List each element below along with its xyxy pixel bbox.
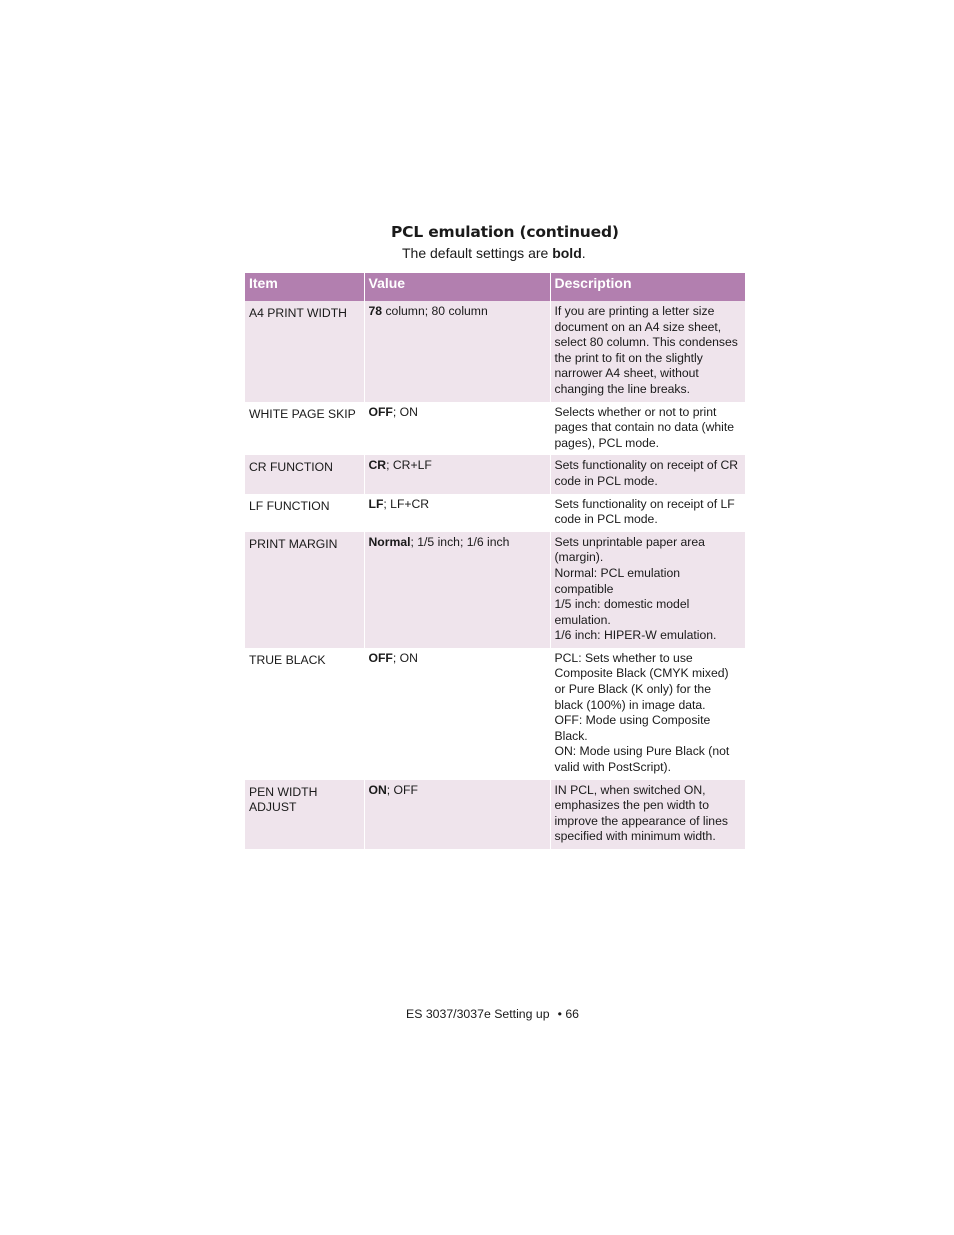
value-options: ; LF+CR	[383, 496, 430, 511]
row-value	[364, 455, 550, 493]
subtitle-bold-word: bold	[552, 245, 582, 261]
page-footer	[406, 1007, 579, 1021]
table-row	[245, 780, 745, 849]
value-options: column; 80 column	[382, 304, 488, 318]
settings-table	[245, 273, 745, 849]
description-line: Normal: PCL emulation compatible	[554, 565, 681, 596]
row-description: IN PCL, when switched ON, emphasizes the pen width to improve the appearance of lines specified with minimum width.	[550, 780, 745, 849]
page-subtitle	[402, 245, 586, 261]
value-options: ; 1/5 inch; 1/6 inch	[410, 534, 510, 549]
row-value	[364, 648, 550, 780]
value-options: ; CR+LF	[386, 458, 432, 473]
value-default: 78	[368, 304, 383, 318]
value-default: Normal	[368, 534, 411, 549]
row-description	[550, 532, 745, 648]
row-value	[364, 532, 550, 648]
description-line: OFF: Mode using Composite Black.	[554, 713, 711, 743]
description-line: 1/5 inch: domestic model emulation.	[554, 597, 690, 627]
row-item: A4 PRINT WIDTH	[245, 301, 364, 402]
table-row	[245, 301, 745, 402]
table-header-row	[245, 273, 745, 301]
value-options: ; ON	[392, 650, 418, 665]
row-item: TRUE BLACK	[245, 648, 364, 780]
value-default: CR	[368, 458, 387, 473]
description-line: ON: Mode using Pure Black (not valid with PostScript).	[554, 744, 730, 775]
description-line: PCL: Sets whether to use Composite Black (CMYK mixed) or Pure Black (K only) for the black (100%) in image data.	[554, 650, 729, 712]
description-line: 1/6 inch: HIPER-W emulation.	[554, 628, 717, 643]
header-description: Description	[550, 273, 745, 301]
row-item: CR FUNCTION	[245, 455, 364, 493]
row-item: PRINT MARGIN	[245, 532, 364, 648]
subtitle-text: The default settings are	[402, 245, 553, 261]
row-value	[364, 301, 550, 402]
header-value: Value	[364, 273, 550, 301]
table-row	[245, 648, 745, 780]
subtitle-period: .	[581, 245, 586, 261]
value-options: ; OFF	[386, 782, 418, 797]
value-options: ; ON	[392, 404, 418, 419]
row-value	[364, 402, 550, 456]
value-default: ON	[368, 782, 387, 797]
footer-bullet: •	[557, 1007, 562, 1021]
row-item: WHITE PAGE SKIP	[245, 402, 364, 456]
table-row	[245, 532, 745, 648]
row-item: PEN WIDTH ADJUST	[245, 780, 364, 849]
page-title: PCL emulation (continued)	[391, 223, 619, 241]
row-item: LF FUNCTION	[245, 494, 364, 532]
row-description: Sets functionality on receipt of CR code in PCL mode.	[550, 455, 745, 493]
page-number: 66	[565, 1007, 580, 1021]
description-line: Sets unprintable paper area (margin).	[554, 534, 705, 565]
table-row	[245, 494, 745, 532]
row-description: Selects whether or not to print pages that contain no data (white pages), PCL mode.	[550, 402, 745, 456]
header-item: Item	[245, 273, 364, 301]
table-row	[245, 402, 745, 456]
value-default: LF	[368, 496, 384, 511]
value-default: OFF	[368, 650, 393, 665]
row-description: Sets functionality on receipt of LF code in PCL mode.	[550, 494, 745, 532]
row-value	[364, 494, 550, 532]
footer-text: ES 3037/3037e Setting up	[406, 1007, 550, 1021]
table-row	[245, 455, 745, 493]
row-description	[550, 648, 745, 780]
row-description: If you are printing a letter size document on an A4 size sheet, select 80 column. This condenses the print to fit on the slightly narrower A4 sheet, without changing the line breaks.	[550, 301, 745, 402]
value-default: OFF	[368, 404, 393, 419]
row-value	[364, 780, 550, 849]
